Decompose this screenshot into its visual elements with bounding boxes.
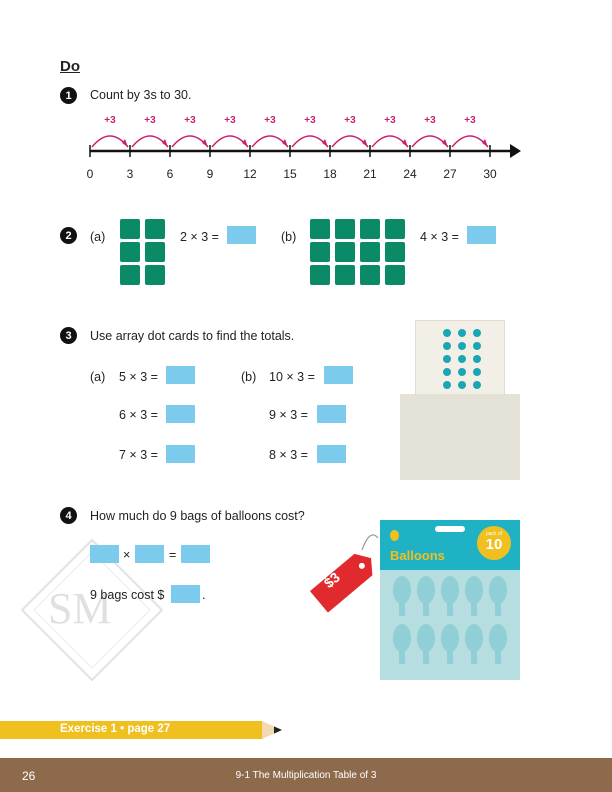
- skip-count-arc: [212, 136, 248, 147]
- array-dot-card-illustration: [400, 320, 520, 480]
- q3-b-answer-box-1[interactable]: [324, 366, 353, 384]
- skip-count-arc: [252, 136, 288, 147]
- number-line-arrow: [510, 144, 521, 158]
- skip-count-arc: [372, 136, 408, 147]
- number-line-tick-label: 12: [243, 167, 257, 181]
- question-1-number: 1: [60, 87, 77, 104]
- skip-count-arrowhead: [122, 139, 128, 147]
- skip-count-arrowhead: [322, 139, 328, 147]
- question-2-number: 2: [60, 227, 77, 244]
- skip-count-arc: [172, 136, 208, 147]
- skip-count-arc: [132, 136, 168, 147]
- q3-b-answer-box-2[interactable]: [317, 405, 346, 423]
- q4-factor-box-2[interactable]: [135, 545, 164, 563]
- skip-count-label: +3: [224, 115, 236, 126]
- q2-b-answer-box[interactable]: [467, 226, 496, 244]
- skip-count-label: +3: [344, 115, 356, 126]
- skip-count-arrowhead: [402, 139, 408, 147]
- q3-b-eq-2: 9 × 3 =: [269, 408, 308, 422]
- balloon-logo-icon: [390, 530, 399, 541]
- q3-a-answer-box-3[interactable]: [166, 445, 195, 463]
- q2-b-label: (b): [281, 230, 297, 244]
- price-tag-text: $3: [320, 568, 343, 592]
- number-line-tick-label: 30: [483, 167, 497, 181]
- dot-card: [415, 320, 505, 402]
- q4-factor-box-1[interactable]: [90, 545, 119, 563]
- q3-a-answer-box-2[interactable]: [166, 405, 195, 423]
- watermark-text: SM: [48, 584, 112, 633]
- skip-count-arrowhead: [482, 139, 488, 147]
- q3-a-label: (a): [90, 370, 106, 384]
- number-line-tick-label: 21: [363, 167, 377, 181]
- q2-a-equation: 2 × 3 =: [180, 230, 219, 244]
- number-line-tick-label: 9: [206, 167, 214, 181]
- chapter-title: 9-1 The Multiplication Table of 3: [235, 770, 377, 781]
- q3-a-eq-3: 7 × 3 =: [119, 448, 158, 462]
- skip-count-arc: [412, 136, 448, 147]
- q2-a-cube-towers: [119, 219, 167, 287]
- q3-a-eq-1: 5 × 3 =: [119, 370, 158, 384]
- package-badge-small-text: pack of: [485, 531, 503, 537]
- number-line-tick-label: 27: [443, 167, 457, 181]
- skip-count-arc: [92, 136, 128, 147]
- question-3-number: 3: [60, 327, 77, 344]
- package-hang-hole: [435, 526, 465, 532]
- number-line-tick-label: 3: [126, 167, 134, 181]
- skip-count-arrowhead: [202, 139, 208, 147]
- package-count: 10: [485, 536, 503, 553]
- price-tag: [300, 520, 390, 620]
- package-count-badge: [477, 526, 511, 560]
- skip-count-label: +3: [424, 115, 436, 126]
- skip-count-arrowhead: [362, 139, 368, 147]
- package-balloons: [380, 572, 520, 680]
- question-1-text: Count by 3s to 30.: [90, 88, 192, 102]
- number-line-tick-label: 18: [323, 167, 337, 181]
- skip-count-label: +3: [104, 115, 116, 126]
- card-cover-sheet: [400, 394, 520, 480]
- q4-times-sign: ×: [123, 548, 131, 562]
- skip-count-arrowhead: [162, 139, 168, 147]
- q3-a-eq-2: 6 × 3 =: [119, 408, 158, 422]
- skip-count-label: +3: [464, 115, 476, 126]
- skip-count-arrowhead: [442, 139, 448, 147]
- q2-a-label: (a): [90, 230, 106, 244]
- q3-a-answer-box-1[interactable]: [166, 366, 195, 384]
- skip-count-label: +3: [184, 115, 196, 126]
- skip-count-arrowhead: [242, 139, 248, 147]
- package-title: Balloons: [390, 548, 445, 563]
- skip-count-arc: [452, 136, 488, 147]
- pencil-tip: [262, 721, 282, 739]
- question-4-text: How much do 9 bags of balloons cost?: [90, 509, 305, 523]
- q4-answer-prefix: 9 bags cost $: [90, 588, 165, 602]
- skip-count-label: +3: [144, 115, 156, 126]
- question-4-number: 4: [60, 507, 77, 524]
- skip-count-arc: [332, 136, 368, 147]
- q3-b-eq-3: 8 × 3 =: [269, 448, 308, 462]
- q2-b-cube-towers: [309, 219, 409, 287]
- page-number: 26: [22, 769, 36, 783]
- skip-count-arrowhead: [282, 139, 288, 147]
- q2-b-equation: 4 × 3 =: [420, 230, 459, 244]
- q4-product-box[interactable]: [181, 545, 210, 563]
- q4-answer-box[interactable]: [171, 585, 200, 603]
- skip-count-label: +3: [304, 115, 316, 126]
- q4-equals-sign: =: [169, 548, 177, 562]
- q3-b-answer-box-3[interactable]: [317, 445, 346, 463]
- q3-b-label: (b): [241, 370, 257, 384]
- skip-count-label: +3: [264, 115, 276, 126]
- skip-count-arc: [292, 136, 328, 147]
- balloon-package: [380, 520, 520, 680]
- question-3-text: Use array dot cards to find the totals.: [90, 329, 295, 343]
- skip-count-label: +3: [384, 115, 396, 126]
- exercise-reference-link[interactable]: Exercise 1 • page 27: [60, 723, 171, 735]
- number-line-tick-label: 0: [86, 167, 94, 181]
- number-line-tick-label: 15: [283, 167, 297, 181]
- number-line-tick-label: 24: [403, 167, 417, 181]
- section-heading: Do: [60, 58, 80, 75]
- q3-b-eq-1: 10 × 3 =: [269, 370, 315, 384]
- q2-a-answer-box[interactable]: [227, 226, 256, 244]
- q4-answer-suffix: .: [202, 588, 206, 602]
- number-line-tick-label: 6: [166, 167, 174, 181]
